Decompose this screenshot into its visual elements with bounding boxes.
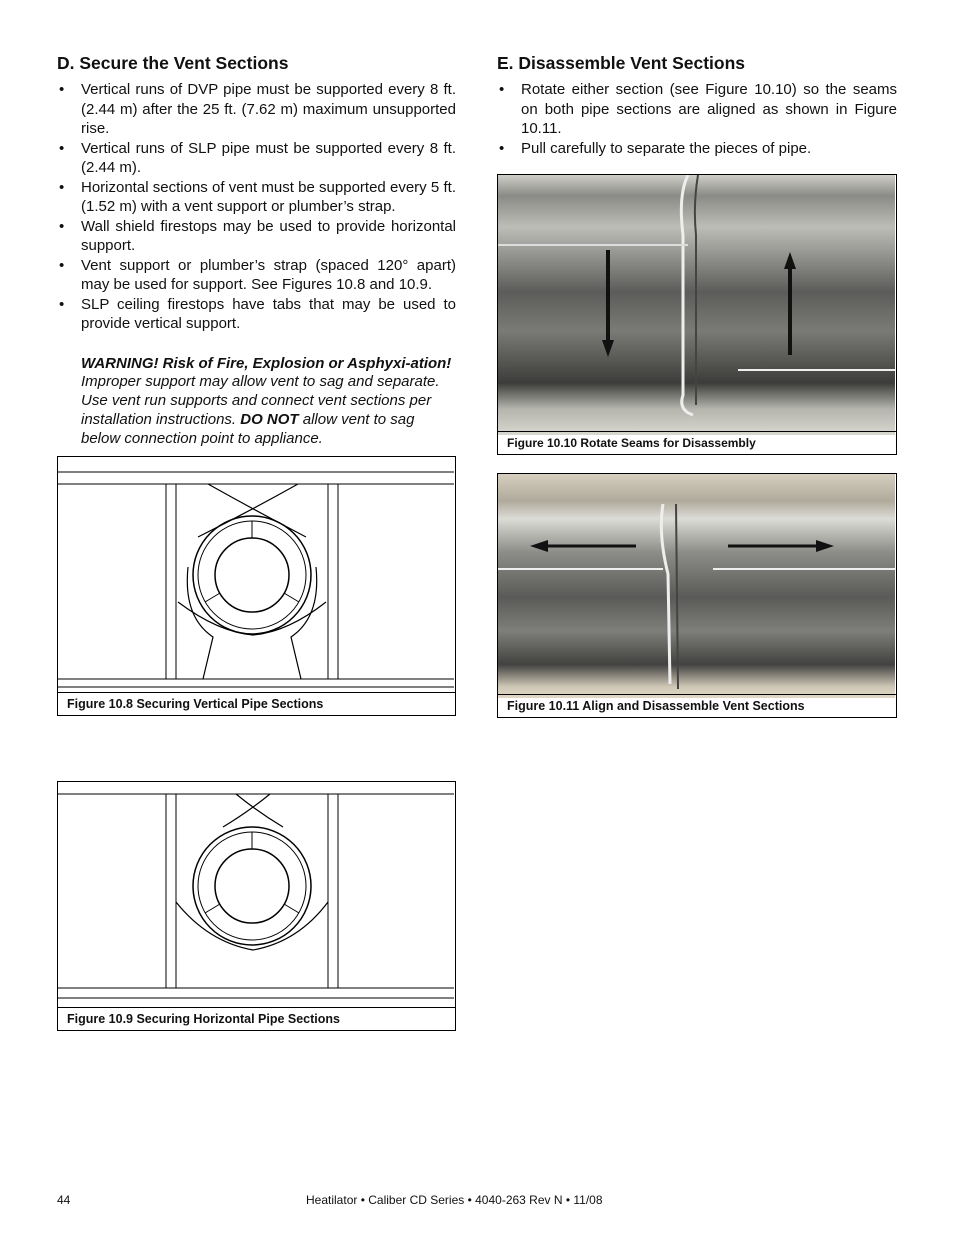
- footer-doc-info: Heatilator • Caliber CD Series • 4040-263 Rev N • 11/08: [306, 1193, 603, 1207]
- warning-text: [81, 355, 456, 449]
- page-number: 44: [57, 1193, 71, 1207]
- figure-10-10: [497, 174, 897, 455]
- warning-body: Improper support may allow vent to sag and separate. Use vent run supports and connect vent sections per installation instructions.: [81, 373, 440, 428]
- figure-10-9: [57, 781, 456, 1031]
- section-e-list: [497, 80, 897, 158]
- list-item: • Pull carefully to separate the pieces of pipe.: [497, 139, 897, 159]
- section-d-heading: D. Secure the Vent Sections: [57, 53, 289, 73]
- section-e-heading: E. Disassemble Vent Sections: [497, 53, 746, 73]
- figure-10-8-caption: Figure 10.8 Securing Vertical Pipe Sections: [58, 692, 455, 715]
- list-item: • SLP ceiling firestops have tabs that may be used to provide vertical support.: [57, 295, 456, 334]
- figure-10-11: [497, 473, 897, 718]
- list-item: • Rotate either section (see Figure 10.10) so the seams on both pipe sections are aligned as shown in Figure 10.11.: [497, 80, 897, 139]
- section-d: [57, 53, 456, 448]
- warning-do-not: DO NOT: [240, 410, 299, 428]
- figure-10-11-caption: Figure 10.11 Align and Disassemble Vent Sections: [498, 694, 896, 717]
- list-item: • Vent support or plumber’s strap (spaced 120° apart) may be used for support. See Figures 10.8 and 10.9.: [57, 256, 456, 295]
- list-item: • Vertical runs of DVP pipe must be supported every 8 ft. (2.44 m) after the 25 ft. (7.62 m) maximum unsupported rise.: [57, 80, 456, 139]
- figure-10-10-caption: Figure 10.10 Rotate Seams for Disassembly: [498, 431, 896, 454]
- horizontal-pipe-diagram: [58, 782, 454, 1004]
- figure-10-9-caption: Figure 10.9 Securing Horizontal Pipe Sections: [58, 1007, 455, 1030]
- vertical-pipe-diagram: [58, 457, 454, 689]
- section-e: [497, 53, 897, 158]
- rotate-seams-photo: [498, 175, 895, 435]
- warning-body-end: allow vent to sag below connection point to appliance.: [81, 410, 415, 447]
- section-d-list: [57, 80, 456, 334]
- list-item: • Wall shield firestops may be used to provide horizontal support.: [57, 217, 456, 256]
- figure-10-8: [57, 456, 456, 716]
- align-disassemble-photo: [498, 474, 895, 698]
- warning-heading: WARNING! Risk of Fire, Explosion or Asphyxi-ation!: [81, 354, 452, 372]
- list-item: • Vertical runs of SLP pipe must be supported every 8 ft. (2.44 m).: [57, 139, 456, 178]
- list-item: • Horizontal sections of vent must be supported every 5 ft. (1.52 m) with a vent support or plumber’s strap.: [57, 178, 456, 217]
